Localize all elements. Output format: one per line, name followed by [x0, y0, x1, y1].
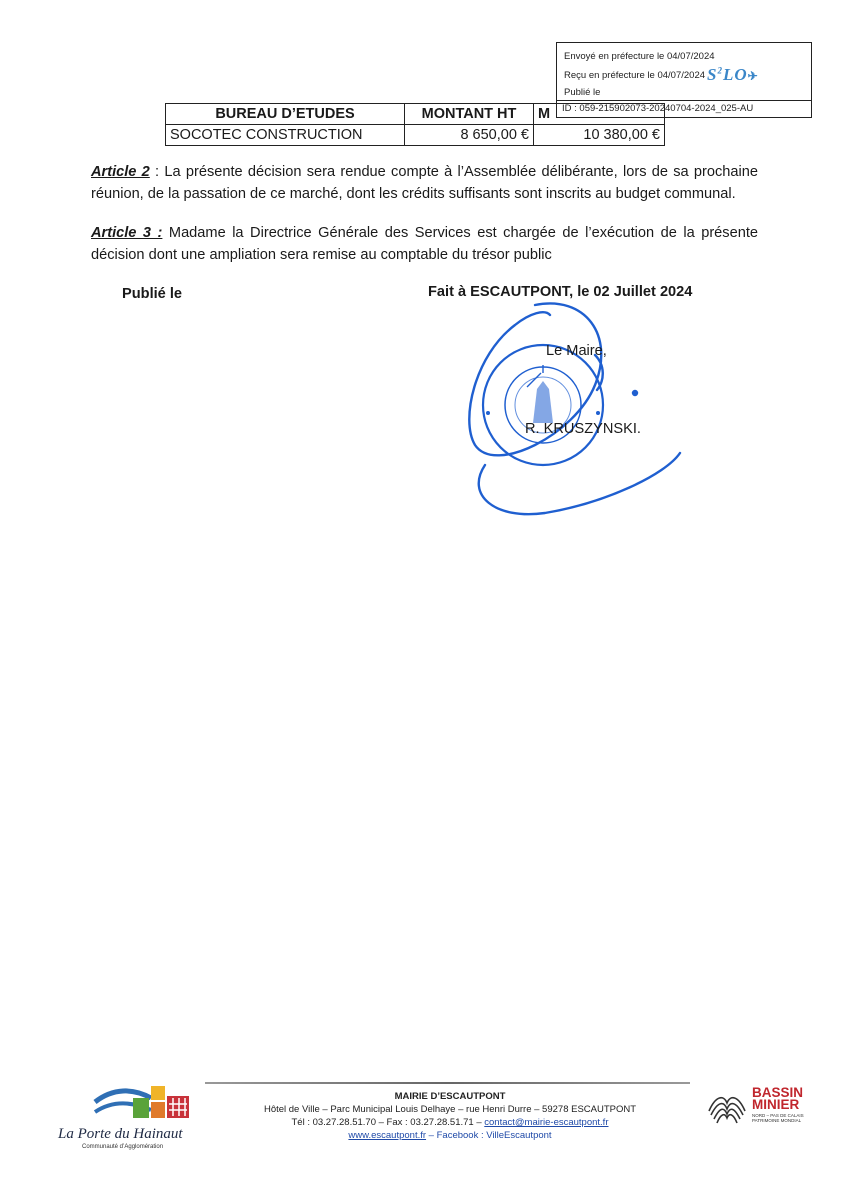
footer-phone-fax: Tél : 03.27.28.51.70 – Fax : 03.27.28.51.71 – — [291, 1117, 485, 1128]
s2lo-logo: $S^2LO✈$ — [707, 65, 759, 84]
stamp-published-line: Publié le — [564, 87, 601, 98]
footer-title: MAIRIE D’ESCAUTPONT — [394, 1091, 506, 1102]
article-2-text: La présente décision sera rendue compte à l’Assemblée délibérante, lors de sa prochaine réunion, de la passation de ce marché, dont les crédits suffisants sont inscrits au budget communal. — [91, 164, 759, 202]
bassin-minier-sub-2: PATRIMOINE MONDIAL — [752, 1118, 802, 1123]
bassin-minier-emblem-icon — [708, 1089, 746, 1125]
minier-word: MINIER — [752, 1097, 800, 1112]
table-cell: 10 380,00 € — [534, 125, 665, 146]
porte-du-hainaut-emblem-icon — [93, 1080, 203, 1125]
footer-web-line — [200, 1129, 700, 1142]
mayor-name: R. KRUSZYNSKI. — [525, 421, 641, 437]
mayor-seal-and-signature — [455, 295, 715, 525]
article-3-label: Article 3 : — [91, 225, 163, 241]
bassin-minier-logo — [708, 1087, 818, 1132]
bassin-minier-subtitle — [752, 1113, 804, 1123]
table-row — [166, 125, 665, 146]
left-logo-subtitle: Communauté d’Agglomération — [82, 1144, 164, 1150]
table-header: BUREAU D’ETUDES — [166, 104, 405, 125]
table-header: MONTANT HT — [405, 104, 534, 125]
bassin-minier-sub-1: NORD – PAS DE CALAIS — [752, 1113, 804, 1118]
footer-phone-line — [200, 1116, 700, 1129]
left-logo-name: La Porte du Hainaut — [58, 1126, 183, 1142]
place-date: Fait à ESCAUTPONT, le 02 Juillet 2024 — [428, 284, 693, 300]
table-cell: SOCOTEC CONSTRUCTION — [166, 125, 405, 146]
article-2 — [91, 161, 758, 205]
footer-address: Hôtel de Ville – Parc Municipal Louis Delhaye – rue Henri Durre – 59278 ESCAUTPONT — [263, 1104, 637, 1115]
stamp-divider — [557, 100, 811, 101]
published-label: Publié le — [122, 286, 183, 302]
stamp-sent-line: Envoyé en préfecture le 04/07/2024 — [564, 51, 715, 62]
table-cell: 8 650,00 € — [405, 125, 534, 146]
footer-website-link[interactable]: www.escautpont.fr — [348, 1130, 427, 1141]
signature-stroke — [469, 303, 680, 514]
cost-table — [165, 103, 665, 146]
bassin-word: BASSIN — [752, 1085, 804, 1100]
footer-contact — [200, 1090, 700, 1142]
article-2-separator: : — [149, 164, 165, 180]
porte-du-hainaut-logo — [58, 1080, 198, 1175]
bassin-minier-wordmark — [752, 1087, 803, 1111]
stamp-received-line: Reçu en préfecture le 04/07/2024 — [564, 70, 706, 81]
table-header: M — [534, 104, 665, 125]
stamp-id-line: ID : 059-215902073-20240704-2024_025-AU — [562, 103, 754, 114]
article-3-text: Madame la Directrice Générale des Services est chargée de l’exécution de la présente décision dont une ampliation sera remise au comptable du trésor public — [91, 225, 758, 263]
footer-facebook: – Facebook : VilleEscautpont — [426, 1130, 552, 1141]
mayor-title: Le Maire, — [546, 343, 607, 359]
article-2-label: Article 2 — [91, 164, 150, 180]
article-3 — [91, 222, 758, 266]
footer-divider — [205, 1082, 690, 1084]
footer-email-link[interactable]: contact@mairie-escautpont.fr — [484, 1117, 609, 1128]
table-header-row — [166, 104, 665, 125]
